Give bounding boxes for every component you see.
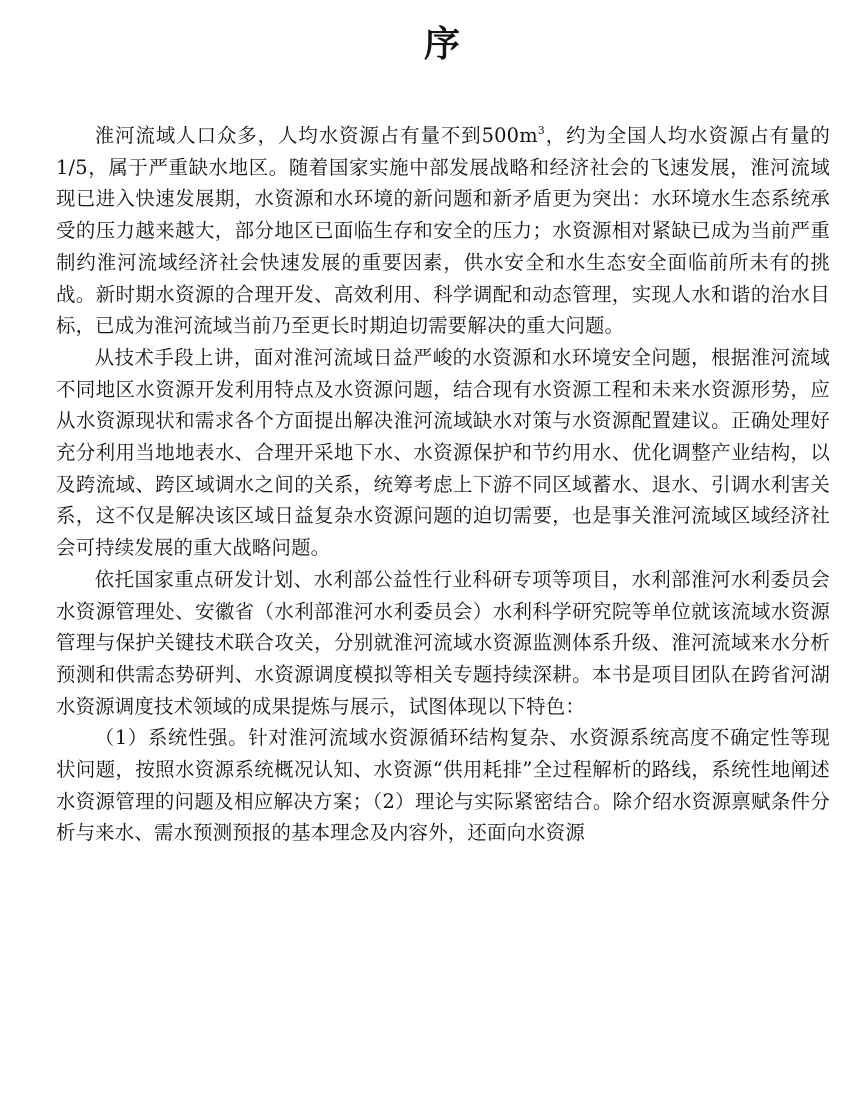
paragraph-2: 从技术手段上讲，面对淮河流域日益严峻的水资源和水环境安全问题，根据淮河流域不同地区水资源开发利用特点及水资源问题，结合现有水资源工程和未来水资源形势，应从水资源现状和需求各个方面提出解决淮河流域缺水对策与水资源配置建议。正确处理好充分利用当地地表水、合理开采地下水、水资源保护和节约用水、优化调整产业结构，以及跨流域、跨区域调水之间的关系，统筹考虑上下游不同区域蓄水、退水、引调水利害关系，这不仅是解决该区域日益复杂水资源问题的迫切需要，也是事关淮河流域区域经济社会可持续发展的重大战略问题。 <box>56 345 830 560</box>
paragraph-3: 依托国家重点研发计划、水利部公益性行业科研专项等项目，水利部淮河水利委员会水资源管理处、安徽省（水利部淮河水利委员会）水利科学研究院等单位就该流域水资源管理与保护关键技术联合攻关，分别就淮河流域水资源监测体系升级、淮河流域来水分析预测和供需态势研判、水资源调度模拟等相关专题持续深耕。本书是项目团队在跨省河湖水资源调度技术领域的成果提炼与展示，试图体现以下特色： <box>56 567 830 718</box>
paragraph-1-lead-text: 淮河流域人口众多，人均水资源占有量不到500m <box>94 124 538 147</box>
preface-title: 序 <box>423 23 462 65</box>
paragraph-1 <box>56 120 830 342</box>
superscript-cubic: 3 <box>537 124 545 137</box>
paragraph-1-rest-text: ，约为全国人均水资源占有量的1/5，属于严重缺水地区。随着国家实施中部发展战略和经济社会的飞速发展，淮河流域现已进入快速发展期，水资源和水环境的新问题和新矛盾更为突出：水环境水生态系统承受的压力越来越大，部分地区已面临生存和安全的压力；水资源相对紧缺已成为当前严重制约淮河流域经济社会快速发展的重要因素，供水安全和水生态安全面临前所未有的挑战。新时期水资源的合理开发、高效利用、科学调配和动态管理，实现人水和谐的治水目标，已成为淮河流域当前乃至更长时期迫切需要解决的重大问题。 <box>56 124 830 338</box>
paragraph-4: （1）系统性强。针对淮河流域水资源循环结构复杂、水资源系统高度不确定性等现状问题，按照水资源系统概况认知、水资源“供用耗排”全过程解析的路线，系统性地阐述水资源管理的问题及相应解决方案；（2）理论与实际紧密结合。除介绍水资源禀赋条件分析与来水、需水预测预报的基本理念及内容外，还面向水资源 <box>56 726 830 845</box>
preface-body <box>56 120 830 849</box>
